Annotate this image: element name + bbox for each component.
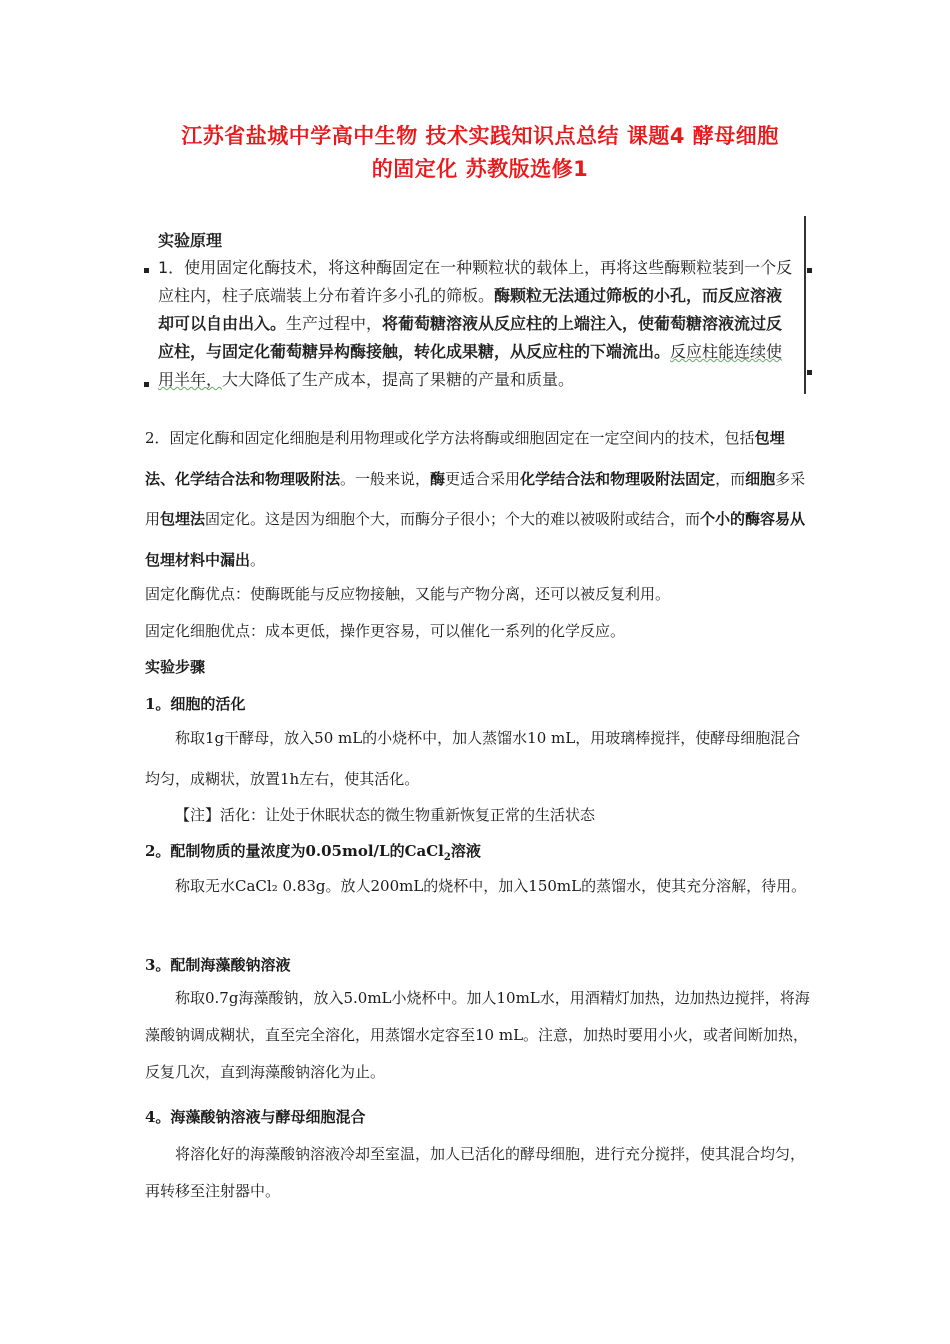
text-run: ，而 [715,469,746,488]
text-run: 2．固定化酶和固定化细胞是利用物理或化学方法将酶或细胞固定在一定空间内的技术，包括 [145,429,755,447]
text-run: 多采用 [145,469,806,528]
step-1-heading: 1。细胞的活化 [145,695,246,713]
bold-run: 包埋法、化学结合法和物理吸附法 [145,429,785,488]
excerpt-right-rule [804,216,806,394]
principle-text: 1．使用固定化酶技术，将这种酶固定在一种颗粒状的载体上，再将这些酶颗粒装到一个反应柱内，柱子底端装上分布着许多小孔的筛板。 [158,258,793,305]
step-3-heading: 3。配制海藻酸钠溶液 [145,956,291,974]
step-4-heading: 4。海藻酸钠溶液与酵母细胞混合 [145,1108,366,1126]
principle-heading: 实验原理 [158,231,223,250]
handle-mark [144,268,149,273]
text-run: 更适合采用 [445,469,521,488]
principle-bold: 将葡萄糖溶液从反应柱的上端注入，使葡萄糖溶液流过反应柱，与固定化葡萄糖异构酶接触，转化成果糖，从反应柱的下端流出。 [158,314,783,361]
section-2-paragraph [145,418,810,580]
handle-mark [144,382,149,387]
step-2-text: 称取无水CaCl₂ 0.83g。放人200mL的烧杯中，加入150mL的蒸馏水，使其充分溶解，待用。 [175,877,807,895]
principle-excerpt-image [152,220,802,392]
step-4-text: 将溶化好的海藻酸钠溶液冷却至室温，加人已活化的酵母细胞，进行充分搅拌，使其混合均匀，再转移至注射器中。 [145,1145,806,1200]
text-run: 固定化。这是因为细胞个大，而酶分子很小；个大的难以被吸附或结合，而 [205,510,701,528]
steps-heading: 实验步骤 [145,658,206,676]
text-run: 。 [250,550,266,569]
text-run: 溶液 [450,842,481,860]
title-line-1: 江苏省盐城中学高中生物 技术实践知识点总结 课题4 酵母细胞 [181,124,779,148]
principle-bold: 酶颗粒无法通过筛板的小孔，而反应溶液却可以自由出入。 [158,286,783,333]
text-run: 。一般来说， [340,469,431,488]
document-title [150,120,810,186]
principle-underlined: 反应柱能连续使用半年， [158,342,783,389]
bold-run: 细胞 [745,469,776,488]
principle-text: 大大降低了生产成本，提高了果糖的产量和质量。 [222,370,575,389]
principle-text: 生产过程中， [286,314,383,333]
bold-run: 包埋法 [160,510,206,528]
handle-mark [807,268,812,273]
subscript: 2 [443,852,451,863]
bold-run: 个小的酶容易从包埋材料中漏出 [145,510,806,569]
step-1-note: 【注】活化：让处于休眠状态的微生物重新恢复正常的生活状态 [175,806,596,824]
step-2-heading [145,840,810,869]
cell-advantage: 固定化细胞优点：成本更低，操作更容易，可以催化一系列的化学反应。 [145,622,626,640]
text-run: 2。配制物质的量浓度为0.05mol/L的CaCl [145,842,444,860]
principle-paragraph [158,254,798,394]
step-3-text: 称取0.7g海藻酸钠，放入5.0mL小烧杯中。加人10mL水，用酒精灯加热，边加热边搅拌，将海藻酸钠调成糊状，直至完全溶化，用蒸馏水定容至10 mL。注意，加热时要用小火，或者间断加热，反复几次，直到海藻酸钠溶化为止。 [145,989,810,1081]
bold-run: 化学结合法和物理吸附法固定 [520,469,716,488]
step-1-text: 称取1g干酵母，放入50 mL的小烧杯中，加人蒸馏水10 mL，用玻璃棒搅拌，使酵母细胞混合均匀，成糊状，放置1h左右，使其活化。 [145,729,801,788]
bold-run: 酶 [430,469,446,488]
handle-mark [807,370,812,375]
enzyme-advantage: 固定化酶优点：使酶既能与反应物接触，又能与产物分离，还可以被反复利用。 [145,585,671,603]
title-line-2: 的固定化 苏教版选修1 [371,157,589,181]
